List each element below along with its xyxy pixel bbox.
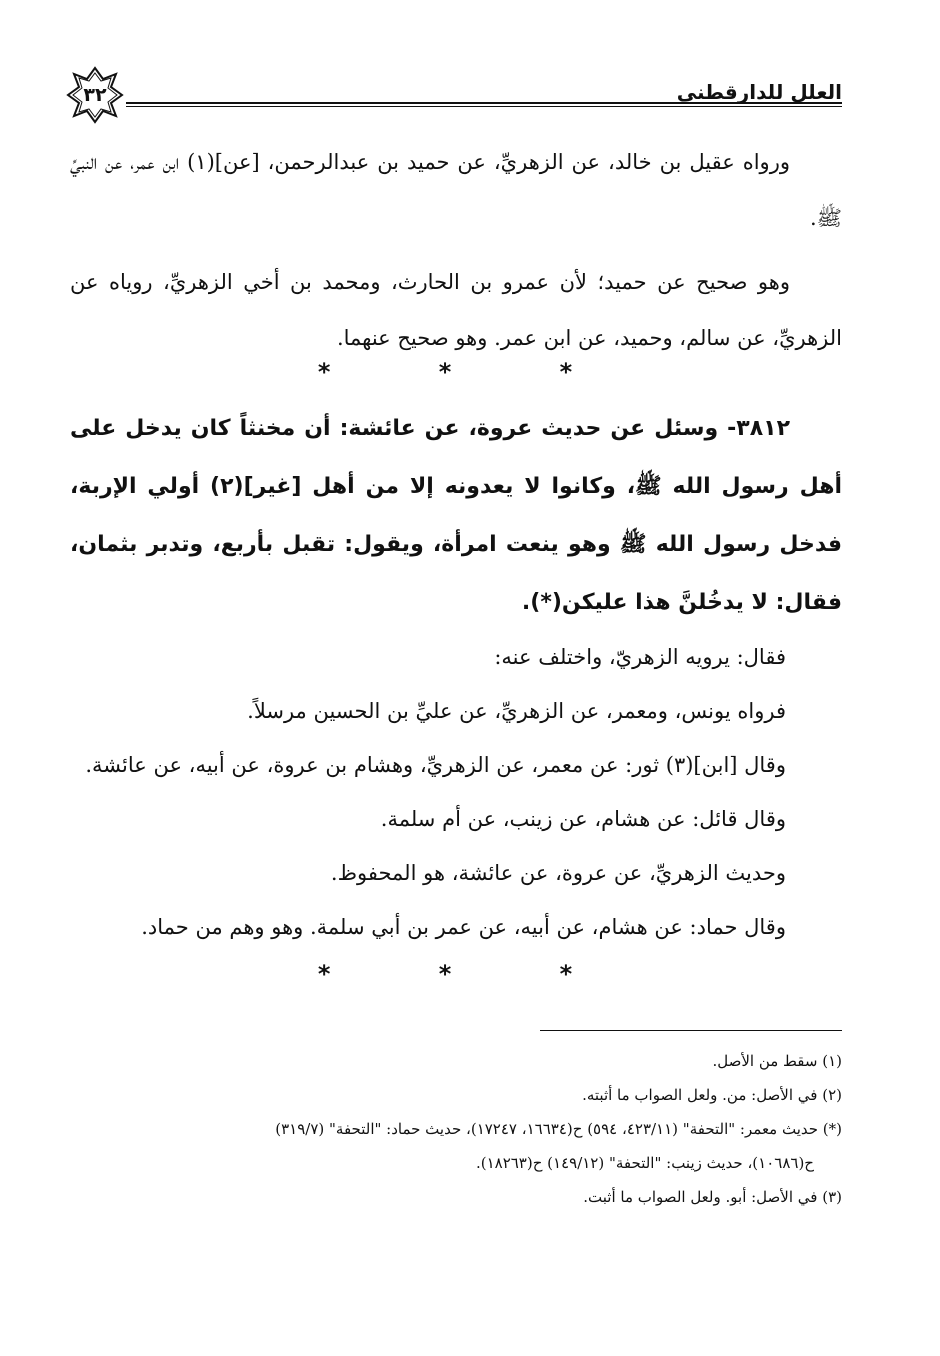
footnote: (*) حديث معمر: "التحفة" (٤٢٣/١١، ٥٩٤) ح(١٦٦٣٤، ١٧٢٤٧)، حديث حماد: "التحفة" (٣١٩/٧)	[275, 1120, 842, 1138]
book-title: العلل للدارقطني	[676, 80, 842, 104]
answer-line: وقال حماد: عن هشام، عن أبيه، عن عمر بن أبي سلمة. وهو وهم من حماد.	[141, 915, 786, 939]
page-number: ٣٢	[83, 84, 107, 106]
answer-line: وقال [ابن](٣) ثور: عن معمر، عن الزهريِّ، وهشام بن عروة، عن أبيه، عن عائشة.	[85, 753, 786, 777]
answer-line: فقال: يرويه الزهريّ، واختلف عنه:	[494, 645, 786, 669]
answer-line: وقال قائل: عن هشام، عن زينب، عن أم سلمة.	[380, 807, 786, 831]
footnote: (٢) في الأصل: من. ولعل الصواب ما أثبته.	[582, 1086, 842, 1104]
answer-section	[70, 630, 842, 954]
intro-paragraph-2: وهو صحيح عن حميد؛ لأن عمرو بن الحارث، ومحمد بن أخي الزهريِّ، روياه عن الزهريِّ، عن سالم، وحميد، عن ابن عمر. وهو صحيح عنهما.	[70, 270, 842, 350]
page-header	[66, 66, 842, 124]
answer-line: وحديث الزهريِّ، عن عروة، عن عائشة، هو المحفوظ.	[330, 861, 786, 885]
question-paragraph: ٣٨١٢- وسئل عن حديث عروة، عن عائشة: أن مخنثاً كان يدخل على أهل رسول الله ﷺ، وكانوا لا يعدونه إلا من أهل [غير](٢) أولي الإربة، فدخل رسول الله ﷺ وهو ينعت امرأة، ويقول: تقبل بأربع، وتدبر بثمان، فقال: لا يدخُلنَّ هذا عليكن(*).	[70, 416, 843, 615]
footnote: (١) سقط من الأصل.	[712, 1052, 842, 1070]
page-number-badge	[66, 66, 124, 124]
footnote-rule	[540, 1030, 842, 1031]
section-separator-1: * * *	[317, 358, 623, 386]
question-section	[70, 400, 842, 632]
answer-line: فرواه يونس، ومعمر، عن الزهريِّ، عن عليِّ بن الحسين مرسلاً.	[247, 699, 786, 723]
intro-section	[70, 134, 842, 366]
footnote-continuation: ح(١٠٦٨٦)، حديث زينب: "التحفة" (١٤٩/١٢) ح(١٨٢٦٣).	[475, 1154, 814, 1172]
footnote: (٣) في الأصل: أبو. ولعل الصواب ما أثبت.	[583, 1188, 842, 1206]
footnotes	[70, 1044, 842, 1214]
section-separator-2: * * *	[317, 960, 623, 988]
intro-paragraph-1: ورواه عقيل بن خالد، عن الزهريِّ، عن حميد بن عبدالرحمن، [عن](١) ابن عمر، عن النبيِّ ﷺ.	[70, 150, 842, 230]
